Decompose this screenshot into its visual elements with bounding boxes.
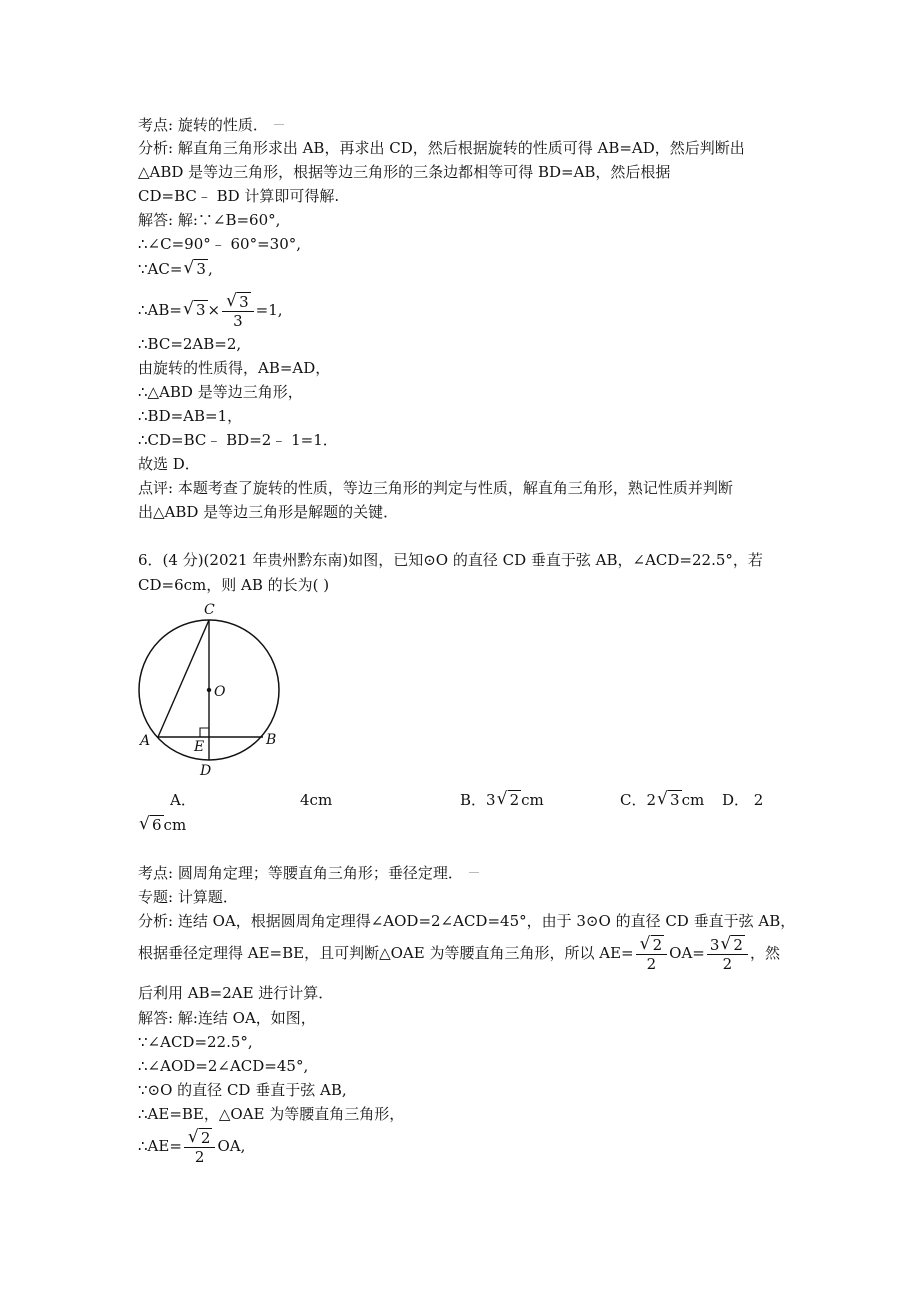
step-6: ∴△ABD 是等边三角形， <box>138 383 303 401</box>
step-8: ∴CD=BC﹣ BD=2﹣ 1=1． <box>138 431 338 449</box>
step-b3: ∵⊙O 的直径 CD 垂直于弦 AB, <box>138 1081 347 1099</box>
tiny-mark <box>274 124 284 129</box>
option-a-label[interactable]: A． <box>170 791 196 809</box>
label-c: C <box>204 602 215 618</box>
dianping-line-2: 出△ABD 是等边三角形是解题的关键． <box>138 503 399 521</box>
fraction: √ $\frac{3}{3}$ <box>222 293 254 330</box>
option-a-value: 4cm <box>300 791 333 809</box>
fenxi-line-b: 根据垂径定理得 AE=BE，且可判断△OAE 为等腰直角三角形，所以 AE= √ $\frac{2}{2}$ OA= $\frac{3√ 2}{2}$ ，然 <box>138 933 780 973</box>
option-c[interactable]: C．2√ 3 cm <box>620 790 704 810</box>
zhuanti-line: 专题: 计算题． <box>138 888 238 906</box>
jieda-line-2: 解答: 解:连结 OA，如图， <box>138 1009 316 1027</box>
step-9: 故选 D． <box>138 455 200 473</box>
fenxi-line-c: 后利用 AB=2AE 进行计算． <box>138 984 334 1002</box>
jieda-line: 解答: 解:∵∠B=60°, <box>138 211 281 229</box>
option-d-label[interactable]: D． 2 <box>722 791 764 809</box>
step-5: 由旋转的性质得，AB=AD， <box>138 359 331 377</box>
step-1: ∴∠C=90°﹣ 60°=30°, <box>138 235 302 253</box>
option-d-value: √ 6 cm <box>138 815 186 835</box>
step-2: ∵AC=√ 3 , <box>138 259 213 279</box>
label-b: B <box>266 732 277 748</box>
sqrt-expr: √ 3 <box>183 290 208 330</box>
center-point <box>207 688 211 692</box>
question-6-line-1: 6．(4 分)(2021 年贵州黔东南)如图，已知⊙O 的直径 CD 垂直于弦 AB，∠ACD=22.5°，若 <box>138 551 763 569</box>
segment-ac <box>158 620 209 737</box>
kaodian-line: 考点: 旋转的性质． <box>138 115 284 135</box>
fenxi-line-3: CD=BC﹣ BD 计算即可得解. <box>138 187 340 205</box>
dianping-line-1: 点评: 本题考查了旋转的性质，等边三角形的判定与性质，解直角三角形，熟记性质并判断 <box>138 479 733 497</box>
sqrt-expr: √ 3 <box>183 259 208 279</box>
kaodian-line-2: 考点: 圆周角定理；等腰直角三角形；垂径定理． <box>138 863 479 883</box>
option-b[interactable]: B．3√ 2 cm <box>460 790 544 810</box>
question-6-line-2: CD=6cm，则 AB 的长为( ) <box>138 576 330 594</box>
step-b2: ∴∠AOD=2∠ACD=45°, <box>138 1057 309 1075</box>
fenxi-line-1: 分析: 解直角三角形求出 AB，再求出 CD，然后根据旋转的性质可得 AB=AD，然后判断出 <box>138 139 745 157</box>
right-angle-mark <box>200 728 209 737</box>
tiny-mark <box>469 872 479 877</box>
step-b4: ∴AE=BE，△OAE 为等腰直角三角形， <box>138 1105 405 1123</box>
circle-figure <box>130 598 290 783</box>
fraction: √ $\frac{2}{2}$ <box>636 936 668 973</box>
label-o: O <box>214 684 226 700</box>
step-7: ∴BD=AB=1， <box>138 407 243 425</box>
step-b1: ∵∠ACD=22.5°, <box>138 1033 253 1051</box>
label-a: A <box>140 733 151 749</box>
step-b5: ∴AE= √ $\frac{2}{2}$ OA, <box>138 1126 245 1166</box>
fenxi-line-2: △ABD 是等边三角形，根据等边三角形的三条边都相等可得 BD=AB，然后根据 <box>138 163 671 181</box>
step-3: ∴AB=√ 3 × √ $\frac{3}{3}$ =1, <box>138 290 283 330</box>
fraction: $\frac{3√ 2}{2}$ <box>707 936 748 973</box>
label-d: D <box>200 763 212 779</box>
label-e: E <box>194 739 205 755</box>
step-4: ∴BC=2AB=2, <box>138 335 242 353</box>
fenxi-line-a: 分析: 连结 OA，根据圆周角定理得∠AOD=2∠ACD=45°，由于 3⊙O 的直径 CD 垂直于弦 AB， <box>138 912 796 930</box>
fraction: √ $\frac{2}{2}$ <box>184 1129 216 1166</box>
